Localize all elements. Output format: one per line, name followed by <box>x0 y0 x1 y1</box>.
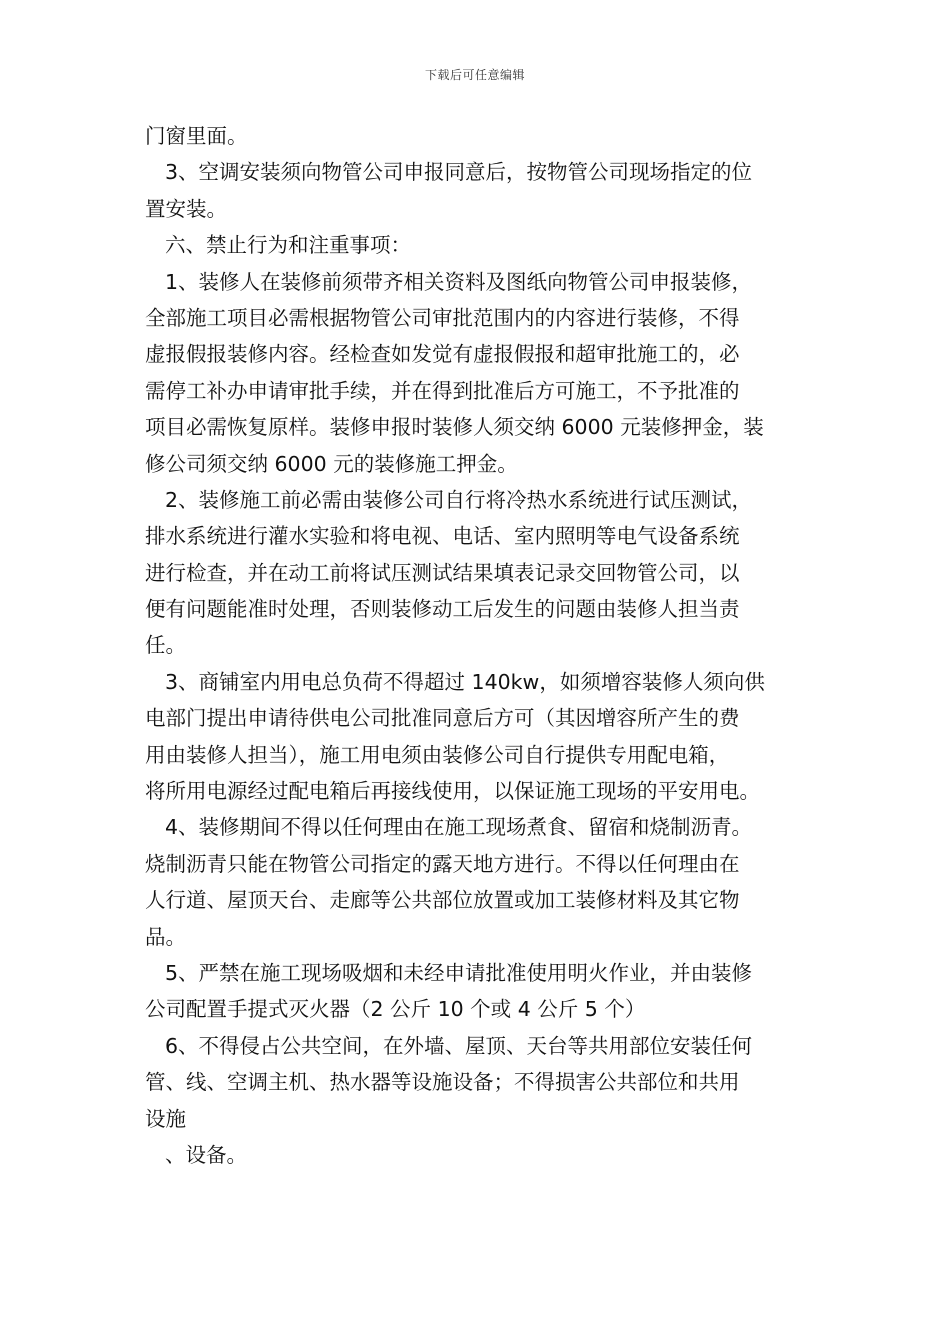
text-line: 便有问题能准时处理，否则装修动工后发生的问题由装修人担当责 <box>145 597 740 622</box>
text-line: 、设备。 <box>165 1142 247 1167</box>
text-line: 排水系统进行灌水实验和将电视、电话、室内照明等电气设备系统 <box>145 524 740 549</box>
text-line: 品。 <box>145 924 186 949</box>
text-line: 烧制沥青只能在物管公司指定的露天地方进行。不得以任何理由在 <box>145 851 740 876</box>
text-line: 电部门提出申请待供电公司批准同意后方可（其因增容所产生的费 <box>145 706 740 731</box>
text-line: 用由装修人担当），施工用电须由装修公司自行提供专用配电箱， <box>145 742 730 767</box>
text-line: 需停工补办申请审批手续，并在得到批准后方可施工，不予批准的 <box>145 378 740 403</box>
text-line: 管、线、空调主机、热水器等设施设备；不得损害公共部位和共用 <box>145 1070 740 1095</box>
text-line: 4、装修期间不得以任何理由在施工现场煮食、留宿和烧制沥青。 <box>165 815 753 840</box>
text-line: 人行道、屋顶天台、走廊等公共部位放置或加工装修材料及其它物 <box>145 888 740 913</box>
text-line: 3、空调安装须向物管公司申报同意后，按物管公司现场指定的位 <box>165 160 753 185</box>
text-line: 门窗里面。 <box>145 124 248 148</box>
text-line: 项目必需恢复原样。装修申报时装修人须交纳 6000 元装修押金，装 <box>145 415 764 440</box>
text-line: 进行检查，并在动工前将试压测试结果填表记录交回物管公司，以 <box>145 560 740 585</box>
text-line: 虚报假报装修内容。经检查如发觉有虚报假报和超审批施工的，必 <box>145 342 740 367</box>
document-body <box>145 118 810 1173</box>
text-line: 2、装修施工前必需由装修公司自行将冷热水系统进行试压测试， <box>165 487 753 512</box>
text-line: 3、商铺室内用电总负荷不得超过 140kw，如须增容装修人须向供 <box>165 669 765 694</box>
text-line: 六、禁止行为和注重事项： <box>165 233 411 258</box>
text-line: 置安装。 <box>145 196 227 221</box>
text-line: 将所用电源经过配电箱后再接线使用，以保证施工现场的平安用电。 <box>145 779 760 804</box>
text-line: 任。 <box>145 633 186 658</box>
page-header: 下载后可任意编辑 <box>424 68 525 82</box>
text-line: 全部施工项目必需根据物管公司审批范围内的内容进行装修，不得 <box>145 305 740 330</box>
text-line: 设施 <box>145 1106 186 1131</box>
text-line: 6、不得侵占公共空间，在外墙、屋顶、天台等共用部位安装任何 <box>165 1033 753 1058</box>
text-line: 公司配置手提式灭火器（2 公斤 10 个或 4 公斤 5 个） <box>145 997 646 1022</box>
text-line: 5、严禁在施工现场吸烟和未经申请批准使用明火作业，并由装修 <box>165 960 753 985</box>
text-line: 1、装修人在装修前须带齐相关资料及图纸向物管公司申报装修， <box>165 269 753 294</box>
text-line: 修公司须交纳 6000 元的装修施工押金。 <box>145 451 518 476</box>
